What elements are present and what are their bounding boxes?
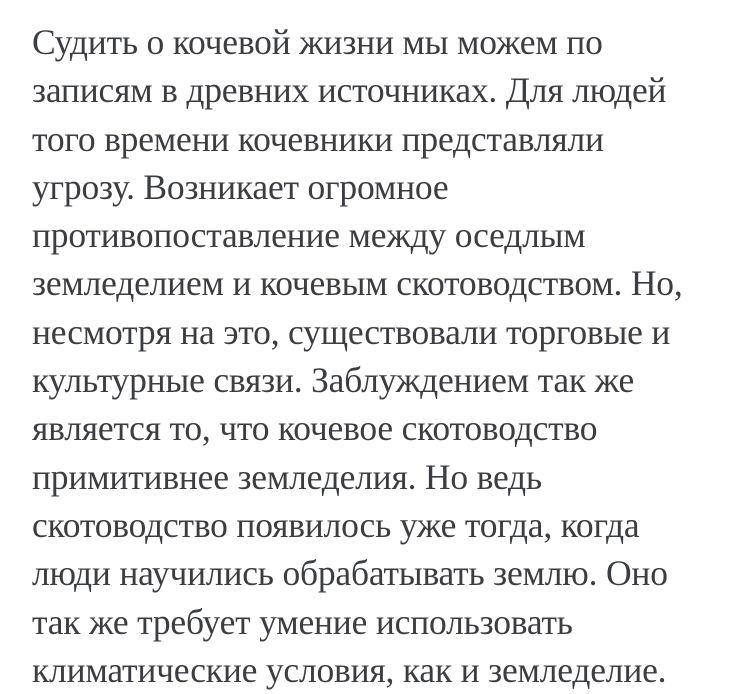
text-line-1: Судить о кочевой жизни мы можем по — [32, 22, 603, 62]
text-line-8: культурные связи. Заблуждением так же — [32, 360, 635, 401]
text-line-14: климатические условия, как и земледелие. — [32, 649, 667, 690]
text-line-10: примитивнее земледелия. Но ведь — [32, 456, 542, 497]
text-line-6: земледелием и кочевым скотоводством. Но, — [32, 263, 683, 304]
text-line-4: угрозу. Возникает огромное — [32, 166, 449, 207]
text-line-3: того времени кочевники представляли — [32, 118, 604, 159]
text-line-9: является то, что кочевое скотоводство — [32, 408, 598, 449]
text-line-2: записям в древних источниках. Для людей — [32, 70, 667, 111]
text-line-11: скотоводство появилось уже тогда, когда — [32, 504, 640, 545]
paragraph — [32, 18, 732, 694]
text-line-5: противопоставление между оседлым — [32, 215, 586, 256]
text-line-7: несмотря на это, существовали торговые и — [32, 311, 671, 352]
text-line-13: так же требует умение использовать — [32, 601, 573, 642]
text-line-12: люди научились обрабатывать землю. Оно — [32, 553, 668, 594]
